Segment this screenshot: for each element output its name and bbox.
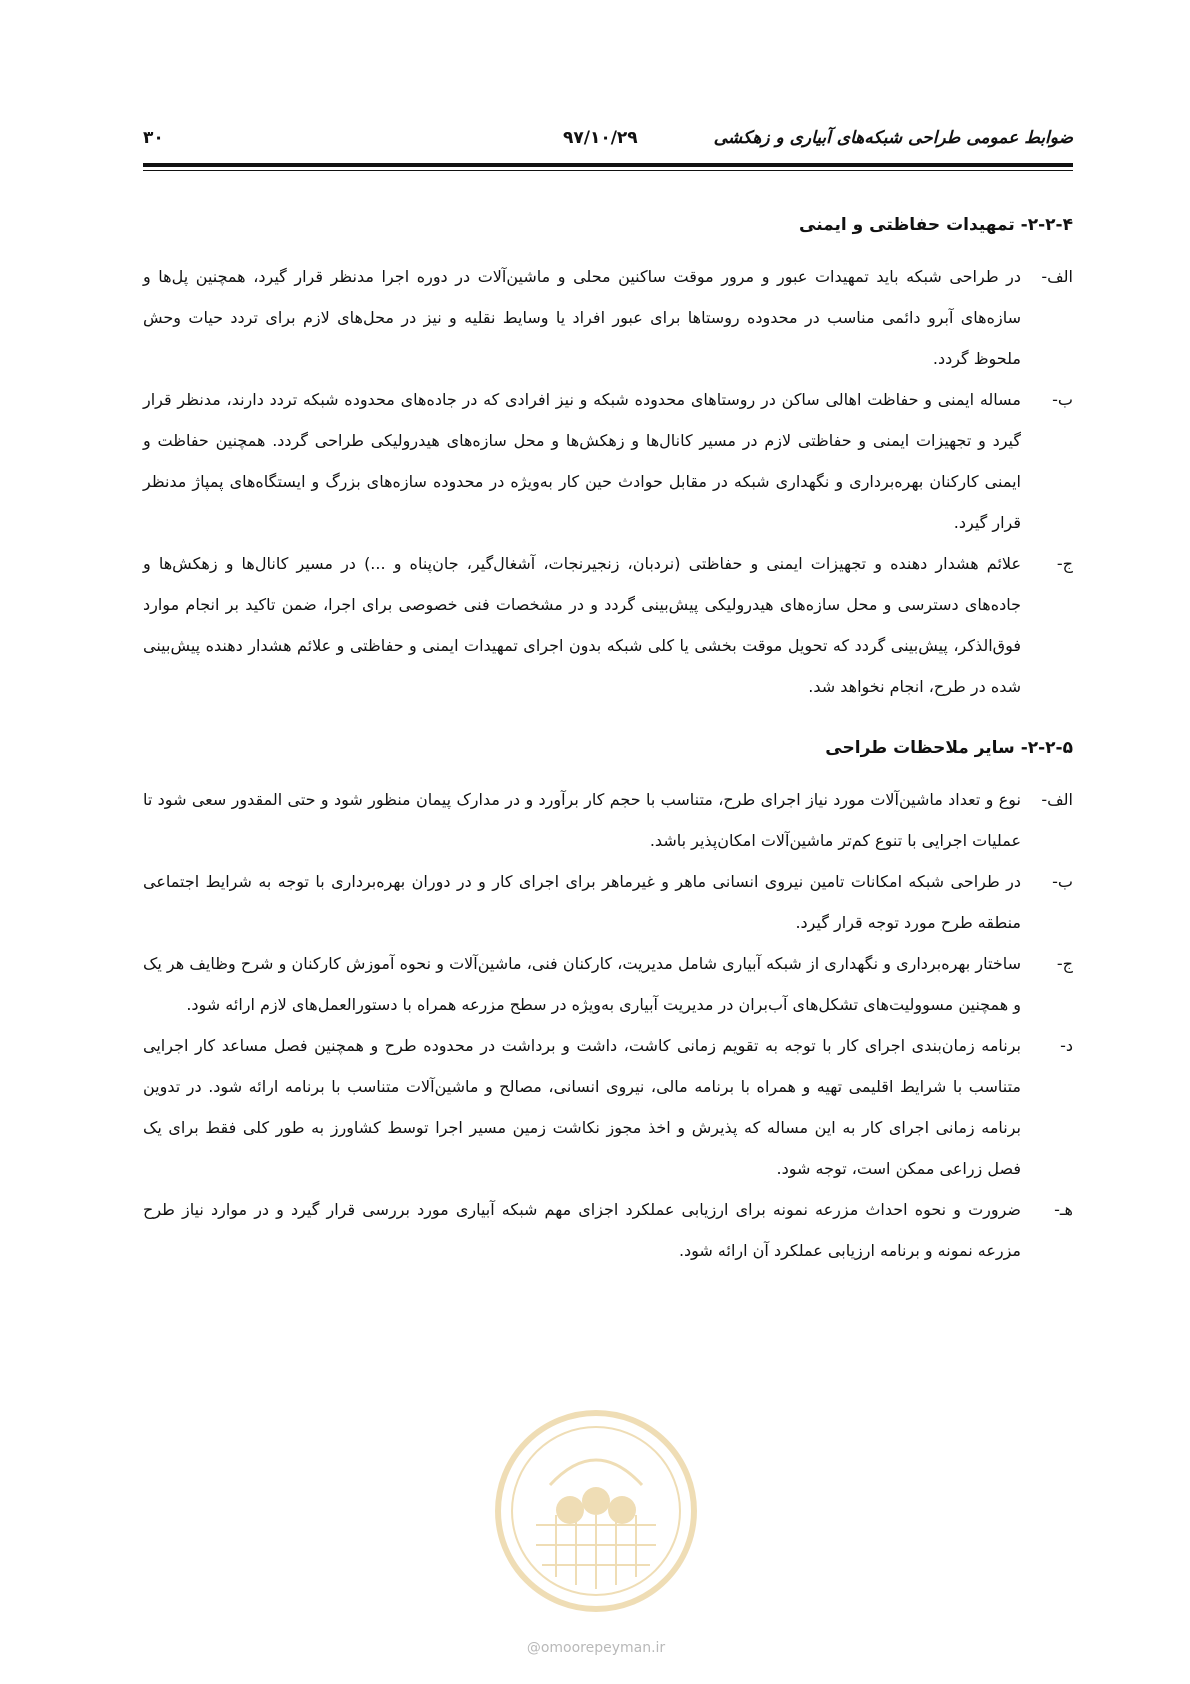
section-other-considerations bbox=[143, 733, 1073, 1271]
watermark-url: @omoorepeyman.ir bbox=[526, 1640, 666, 1656]
list-item bbox=[143, 543, 1073, 707]
list-item bbox=[143, 943, 1073, 1025]
document-body bbox=[143, 210, 1073, 1271]
item-text: علائم هشدار دهنده و تجهیزات ایمنی و حفاظتی (نردبان، زنجیرنجات، آشغال‌گیر، جان‌پناه و ...) در مسیر کانال‌ها و زهکش‌ها و جاده‌های دسترسی و محل سازه‌های هیدرولیکی پیش‌بینی گردد و در مشخصات فنی خصوصی برای اجرا، ضمن تاکید بر انجام موارد فوق‌الذکر، پیش‌بینی گردد که تحویل موقت بخشی یا کلی شبکه بدون اجرای تمهیدات ایمنی و حفاظتی و علائم هشدار دهنده پیش‌بینی شده در طرح، انجام نخواهد شد. bbox=[143, 554, 1021, 696]
page-header bbox=[143, 128, 1073, 158]
item-marker: ج- bbox=[1056, 554, 1073, 573]
item-marker: الف- bbox=[1041, 267, 1073, 286]
item-marker: ج- bbox=[1056, 954, 1073, 973]
item-text: مساله ایمنی و حفاظت اهالی ساکن در روستاهای محدوده شبکه و نیز افرادی که در جاده‌های محدوده شبکه تردد دارند، مدنظر قرار گیرد و تجهیزات ایمنی و حفاظتی لازم در مسیر کانال‌ها و زهکش‌ها و محل سازه‌های هیدرولیکی طراحی گردد. همچنین حفاظت و ایمنی کارکنان بهره‌برداری و نگهداری شبکه در مقابل حوادث حین کار به‌ویژه در محدوده سازه‌های بزرگ و ایستگاه‌های پمپاژ مدنظر قرار گیرد. bbox=[143, 390, 1021, 532]
section-safety bbox=[143, 210, 1073, 707]
list-item bbox=[143, 379, 1073, 543]
page-number: ۳۰ bbox=[143, 128, 164, 148]
item-marker: د- bbox=[1060, 1036, 1073, 1055]
item-marker: ب- bbox=[1052, 872, 1073, 891]
list-item bbox=[143, 779, 1073, 861]
header-rule-thick bbox=[143, 163, 1073, 167]
item-text: ضرورت و نحوه احداث مزرعه نمونه برای ارزیابی عملکرد اجزای مهم شبکه آبیاری مورد بررسی قرار گیرد و در موارد نیاز طرح مزرعه نمونه و برنامه ارزیابی عملکرد آن ارائه شود. bbox=[143, 1200, 1021, 1260]
header-date: ۹۷/۱۰/۲۹ bbox=[563, 128, 638, 148]
header-title: ضوابط عمومی طراحی شبکه‌های آبیاری و زهکشی bbox=[713, 128, 1073, 148]
section-title: ۲-۲-۵- سایر ملاحظات طراحی bbox=[825, 738, 1073, 758]
item-text: برنامه زمان‌بندی اجرای کار با توجه به تقویم زمانی کاشت، داشت و برداشت در محدوده طرح و همچنین فصل مساعد کار اجرایی متناسب با شرایط اقلیمی تهیه و همراه با برنامه مالی، نیروی انسانی، مصالح و ماشین‌آلات متناسب با برنامه ارائه شود. در تدوین برنامه زمانی اجرای کار به این مساله که پذیرش و اخذ مجوز نکاشت زمین مسیر اجرا توسط کشاورز به طور کلی فقط برای یک فصل زراعی ممکن است، توجه شود. bbox=[143, 1036, 1021, 1178]
item-text: نوع و تعداد ماشین‌آلات مورد نیاز اجرای طرح، متناسب با حجم کار برآورد و در مدارک پیمان منظور شود و حتی المقدور سعی شود تا عملیات اجرایی با تنوع کم‌تر ماشین‌آلات امکان‌پذیر باشد. bbox=[143, 790, 1021, 850]
section-title: ۲-۲-۴- تمهیدات حفاظتی و ایمنی bbox=[799, 215, 1073, 235]
list-item bbox=[143, 861, 1073, 943]
list-item bbox=[143, 1025, 1073, 1189]
item-marker: ب- bbox=[1052, 390, 1073, 409]
item-text: در طراحی شبکه امکانات تامین نیروی انسانی ماهر و غیرماهر برای اجرای کار و در دوران بهره‌برداری با توجه به شرایط اجتماعی منطقه طرح مورد توجه قرار گیرد. bbox=[143, 872, 1021, 932]
header-rule-thin bbox=[143, 170, 1073, 171]
list-item bbox=[143, 256, 1073, 379]
list-item bbox=[143, 1189, 1073, 1271]
item-text: در طراحی شبکه باید تمهیدات عبور و مرور موقت ساکنین محلی و ماشین‌آلات در دوره اجرا مدنظر قرار گیرد، همچنین پل‌ها و سازه‌های آبرو دائمی مناسب در محدوده روستاها برای عبور افراد یا وسایط نقلیه و نیز در محل‌های لازم برای تردد حیات وحش ملحوظ گردد. bbox=[143, 267, 1021, 368]
item-marker: الف- bbox=[1041, 790, 1073, 809]
watermark-logo-icon bbox=[490, 1405, 702, 1617]
item-marker: هـ- bbox=[1054, 1200, 1073, 1219]
item-text: ساختار بهره‌برداری و نگهداری از شبکه آبیاری شامل مدیریت، کارکنان فنی، ماشین‌آلات و نحوه آموزش کارکنان و شرح وظایف هر یک و همچنین مسوولیت‌های تشکل‌های آب‌بران در مدیریت آبیاری به‌ویژه در سطح مزرعه همراه با دستورالعمل‌های لازم ارائه شود. bbox=[143, 954, 1021, 1014]
